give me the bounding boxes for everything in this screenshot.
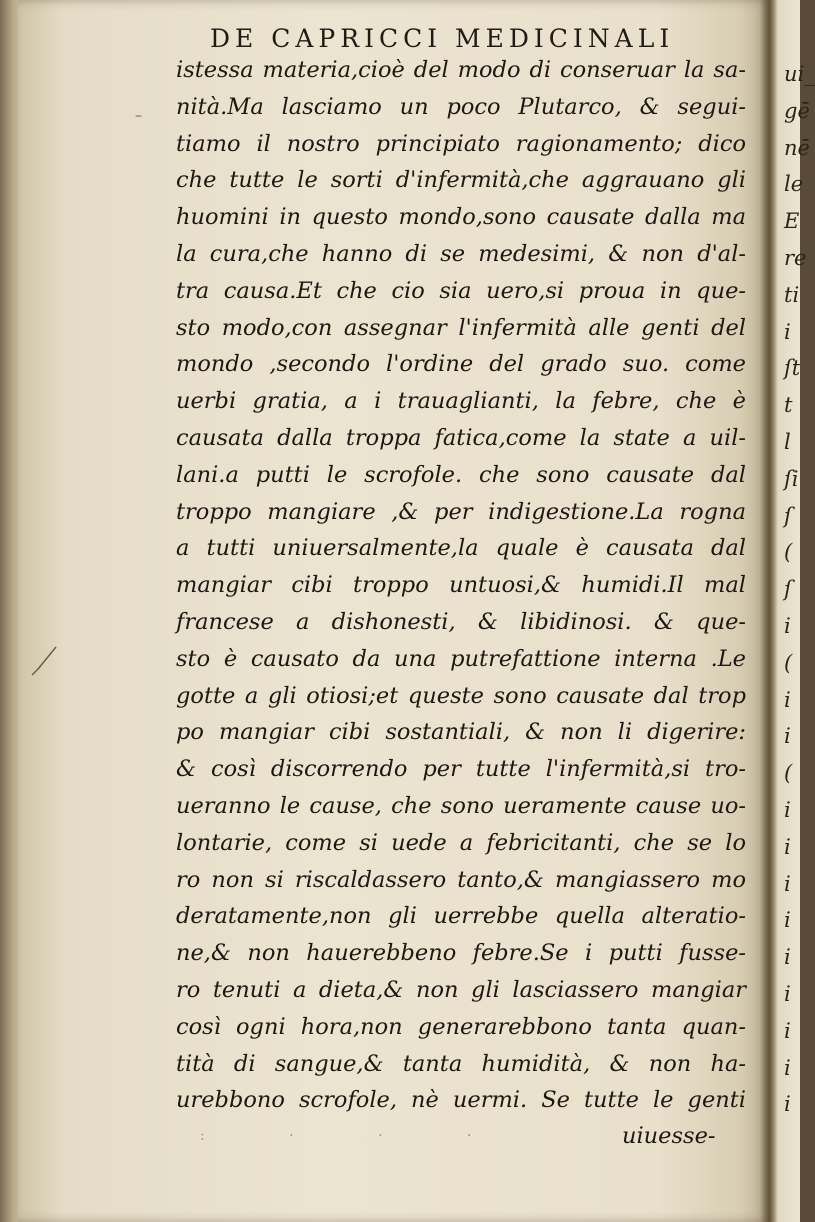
facing-page-fragment: i bbox=[784, 981, 791, 1006]
text-line: ne,& non hauerebbeno febre.Se i putti fusse- bbox=[176, 940, 746, 967]
text-line: francese a dishonesti, & libidinosi. & que- bbox=[176, 608, 746, 635]
facing-page-fragment: ( bbox=[784, 761, 793, 786]
facing-page-fragment: ui_ bbox=[784, 62, 815, 86]
margin-annotation-slash bbox=[30, 645, 58, 685]
text-line: sto è causato da una putrefattione interna .Le bbox=[176, 645, 746, 672]
text-line: ueranno le cause, che sono ueramente cause uo- bbox=[176, 792, 746, 819]
facing-page-fragment: E bbox=[784, 209, 800, 234]
text-line: gotte a gli otiosi;et queste sono causate dal trop bbox=[176, 682, 746, 709]
text-line: tiamo il nostro principiato ragionamento; dico bbox=[176, 130, 746, 157]
facing-page-fragment: i bbox=[784, 613, 791, 638]
facing-page-fragment: i bbox=[784, 724, 791, 749]
running-head: DE CAPRICCI MEDICINALI bbox=[210, 24, 675, 53]
facing-page-fragment: i bbox=[784, 687, 791, 712]
text-line: istessa materia,cioè del modo di conseruar la sa- bbox=[176, 57, 746, 83]
text-line: causata dalla troppa fatica,come la state a uil- bbox=[176, 424, 746, 451]
facing-page-fragment: ſi bbox=[784, 466, 799, 491]
text-line: sto modo,con assegnar l'infermità alle genti del bbox=[176, 314, 746, 341]
facing-page-fragment: i bbox=[784, 319, 791, 344]
facing-page-fragment: nē bbox=[784, 135, 810, 160]
facing-page-fragment: ( bbox=[784, 650, 793, 675]
text-line: troppo mangiare ,& per indigestione.La rogna bbox=[176, 498, 746, 525]
facing-page-fragment: le bbox=[784, 172, 804, 197]
facing-page-fragment: l bbox=[784, 429, 791, 454]
text-line: ro tenuti a dieta,& non gli lasciassero mangiar bbox=[176, 976, 746, 1003]
facing-page-text bbox=[784, 56, 815, 1123]
text-line: lontarie, come si uede a febricitanti, che se lo bbox=[176, 829, 746, 856]
text-line: nità.Ma lasciamo un poco Plutarco, & segui- bbox=[176, 93, 746, 120]
text-line: così ogni hora,non generarebbono tanta quan- bbox=[176, 1013, 746, 1040]
text-line: urebbono scrofole, nè uermi. Se tutte le genti bbox=[176, 1087, 746, 1114]
text-line: la cura,che hanno di se medesimi, & non d'al- bbox=[176, 240, 746, 267]
facing-page-fragment: re bbox=[784, 245, 807, 270]
facing-page-fragment: ſt bbox=[784, 356, 801, 381]
text-line: po mangiar cibi sostantiali, & non li digerire: bbox=[176, 719, 746, 746]
facing-page-fragment: i bbox=[784, 908, 791, 933]
text-line: che tutte le sorti d'infermità,che aggrauano gli bbox=[176, 167, 746, 194]
text-line: lani.a putti le scrofole. che sono causate dal bbox=[176, 461, 746, 488]
facing-page-fragment: t bbox=[784, 393, 793, 418]
facing-page-fragment: ſ bbox=[784, 577, 792, 602]
bleed-through-specks: : · · · bbox=[200, 1128, 512, 1144]
text-line: tità di sangue,& tanta humidità, & non ha- bbox=[176, 1050, 746, 1077]
catchword: uiuesse- bbox=[622, 1123, 716, 1149]
text-line: & così discorrendo per tutte l'infermità,si tro- bbox=[176, 756, 746, 783]
facing-page bbox=[770, 0, 815, 1222]
facing-page-fragment: i bbox=[784, 871, 791, 896]
text-line: mangiar cibi troppo untuosi,& humidi.Il mal bbox=[176, 572, 746, 599]
facing-page-fragment: i bbox=[784, 834, 791, 859]
text-line: ro non si riscaldassero tanto,& mangiassero mo bbox=[176, 866, 746, 893]
text-line: mondo ,secondo l'ordine del grado suo. come bbox=[176, 351, 746, 378]
text-line: tra causa.Et che cio sia uero,si proua in que- bbox=[176, 277, 746, 304]
margin-annotation-dash: – bbox=[135, 108, 142, 124]
text-line: huomini in questo mondo,sono causate dalla ma bbox=[176, 204, 746, 231]
text-line: deratamente,non gli uerrebbe quella alteratio- bbox=[176, 903, 746, 930]
facing-page-fragment: ti bbox=[784, 282, 800, 307]
facing-page-fragment: i bbox=[784, 797, 791, 822]
facing-page-fragment: ( bbox=[784, 540, 793, 565]
facing-page-fragment: i bbox=[784, 945, 791, 970]
body-text bbox=[176, 52, 746, 1119]
text-line: a tutti uniuersalmente,la quale è causata dal bbox=[176, 535, 746, 562]
facing-page-fragment: i bbox=[784, 1018, 791, 1043]
facing-page-fragment: i bbox=[784, 1092, 791, 1117]
facing-page-fragment: ſ bbox=[784, 503, 792, 528]
text-line: uerbi gratia, a i trauaglianti, la febre, che è bbox=[176, 388, 746, 415]
facing-page-fragment: i bbox=[784, 1055, 791, 1080]
facing-page-fragment: gē bbox=[784, 98, 810, 123]
